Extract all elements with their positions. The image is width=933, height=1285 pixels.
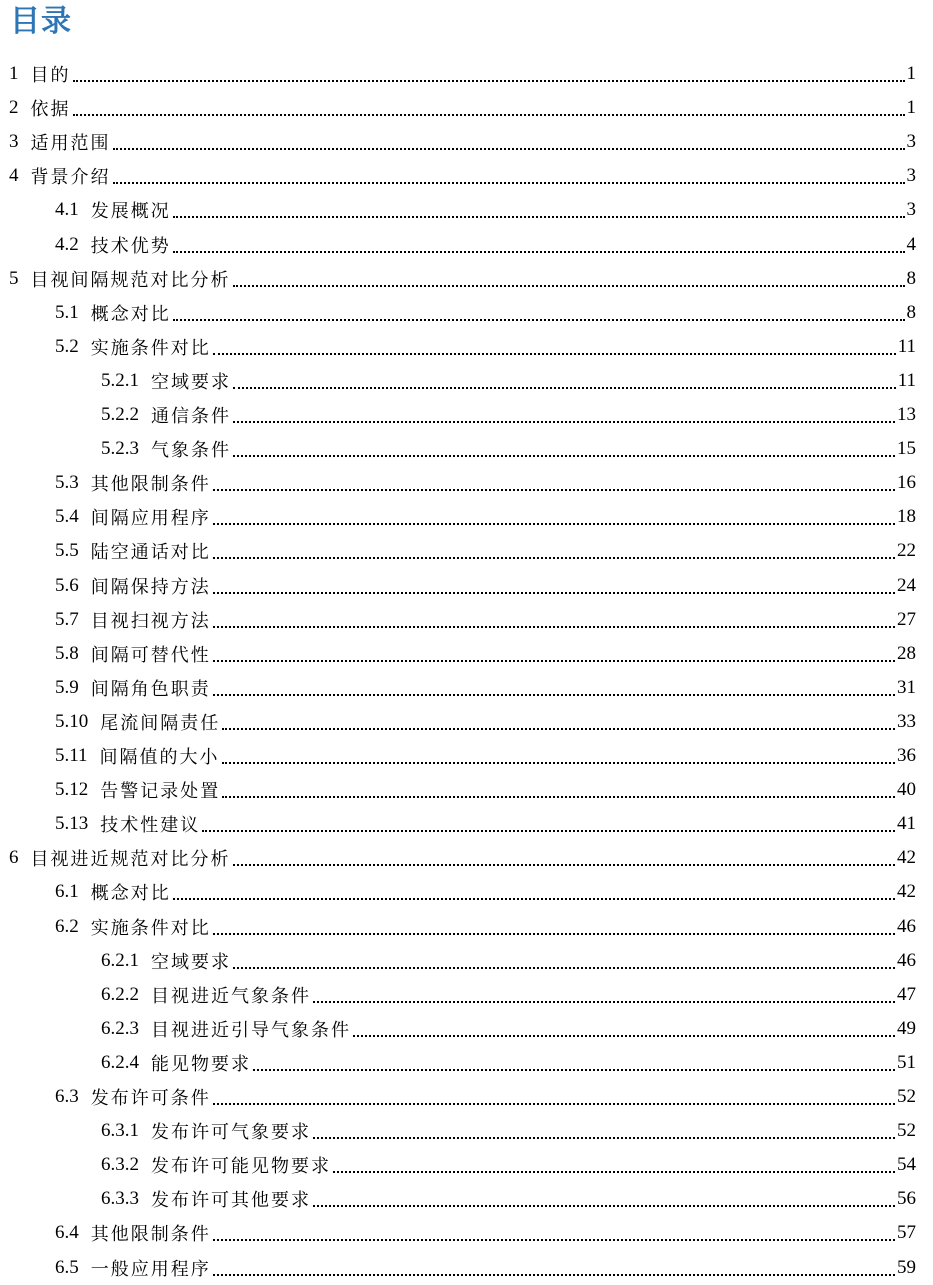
toc-dot-leader xyxy=(233,285,905,287)
toc-entry-number: 5.2 xyxy=(55,335,79,357)
toc-entry-label: 目视间隔规范对比分析 xyxy=(30,269,231,291)
toc-entry-number: 6.2.4 xyxy=(101,1051,139,1073)
toc-entry[interactable] xyxy=(55,500,916,534)
toc-entry-number: 4 xyxy=(9,165,19,187)
toc-entry[interactable] xyxy=(55,330,916,364)
toc-entry-page-number: 15 xyxy=(897,438,916,460)
toc-dot-leader xyxy=(173,319,905,321)
toc-entry-page-number: 46 xyxy=(897,949,916,971)
toc-dot-leader xyxy=(113,182,905,184)
toc-entry-label: 间隔应用程序 xyxy=(90,508,211,530)
toc-dot-leader xyxy=(222,728,895,730)
toc-entry-number: 5.2.3 xyxy=(101,438,139,460)
toc-entry-number: 6.2 xyxy=(55,915,79,937)
toc-entry-number: 5.1 xyxy=(55,301,79,323)
toc-entry-page-number: 46 xyxy=(897,915,916,937)
toc-entry-page-number: 27 xyxy=(897,608,916,630)
toc-entry-label: 陆空通话对比 xyxy=(90,542,211,564)
toc-entry-number: 5.11 xyxy=(55,745,88,766)
toc-entry-number: 3 xyxy=(9,131,19,153)
toc-entry-label: 概念对比 xyxy=(90,883,171,905)
toc-entry[interactable] xyxy=(9,841,916,875)
toc-entry-page-number: 57 xyxy=(897,1222,916,1244)
toc-entry-page-number: 33 xyxy=(897,710,916,732)
toc-entry[interactable] xyxy=(101,1012,916,1046)
toc-dot-leader xyxy=(213,557,895,559)
toc-entry-label: 目的 xyxy=(30,65,71,86)
toc-entry-label: 间隔可替代性 xyxy=(90,644,211,666)
toc-entry-label: 发布许可条件 xyxy=(90,1088,211,1109)
toc-entry-number: 2 xyxy=(9,97,19,119)
toc-entry[interactable] xyxy=(55,603,916,637)
toc-entry-page-number: 4 xyxy=(906,233,916,255)
toc-entry[interactable] xyxy=(101,1046,916,1080)
toc-entry-number: 5.5 xyxy=(55,540,79,562)
toc-entry-label: 发布许可气象要求 xyxy=(151,1122,311,1144)
toc-dot-leader xyxy=(213,933,895,935)
toc-dot-leader xyxy=(213,489,895,491)
toc-entry-label: 目视扫视方法 xyxy=(90,610,211,632)
toc-dot-leader xyxy=(333,1171,895,1173)
toc-dot-leader xyxy=(233,387,896,389)
toc-dot-leader xyxy=(173,251,905,253)
toc-entry[interactable] xyxy=(55,1080,916,1114)
toc-entry-label: 间隔保持方法 xyxy=(90,576,211,598)
toc-dot-leader xyxy=(313,1205,895,1207)
toc-dot-leader xyxy=(233,864,896,866)
toc-entry[interactable] xyxy=(55,1251,916,1285)
toc-dot-leader xyxy=(73,114,905,116)
toc-entry[interactable] xyxy=(9,91,916,125)
toc-entry-page-number: 59 xyxy=(897,1256,916,1278)
toc-entry-page-number: 18 xyxy=(897,506,916,528)
toc-entry[interactable] xyxy=(55,910,916,944)
toc-dot-leader xyxy=(353,1035,895,1037)
toc-dot-leader xyxy=(253,1069,895,1071)
toc-entry-number: 4.2 xyxy=(55,233,79,255)
toc-entry[interactable] xyxy=(9,159,916,193)
toc-entry-page-number: 8 xyxy=(906,301,916,323)
toc-entry-page-number: 11 xyxy=(897,335,916,357)
toc-entry-page-number: 3 xyxy=(906,199,916,221)
toc-entry-label: 目视进近规范对比分析 xyxy=(30,849,231,871)
toc-entry-page-number: 28 xyxy=(897,642,916,664)
toc-entry-label: 间隔角色职责 xyxy=(90,678,211,700)
toc-entry[interactable] xyxy=(101,978,916,1012)
toc-entry[interactable] xyxy=(101,944,916,978)
toc-dot-leader xyxy=(313,1001,895,1003)
toc-entry-number: 5.13 xyxy=(55,813,89,835)
toc-entry-page-number: 13 xyxy=(897,404,916,425)
toc-entry[interactable] xyxy=(101,1182,916,1216)
toc-entry-label: 目视进近引导气象条件 xyxy=(151,1019,351,1041)
toc-entry-number: 5.3 xyxy=(55,472,79,494)
toc-entry-page-number: 3 xyxy=(906,131,916,153)
toc-entry-page-number: 22 xyxy=(897,540,916,562)
toc-entry[interactable] xyxy=(55,739,916,773)
toc-dot-leader xyxy=(113,148,905,150)
toc-dot-leader xyxy=(213,523,895,525)
toc-entry-label: 其他限制条件 xyxy=(90,1224,211,1246)
toc-entry-label: 概念对比 xyxy=(90,303,171,325)
toc-entry-number: 6.3.3 xyxy=(101,1188,139,1210)
toc-entry-label: 其他限制条件 xyxy=(90,474,211,496)
toc-entry-number: 5.7 xyxy=(55,608,79,630)
toc-entry-number: 6.1 xyxy=(55,881,79,903)
toc-entry-label: 空域要求 xyxy=(151,951,231,973)
toc-dot-leader xyxy=(233,967,895,969)
toc-dot-leader xyxy=(213,1239,895,1241)
toc-entry-page-number: 54 xyxy=(897,1154,916,1176)
toc-entry[interactable] xyxy=(55,466,916,500)
toc-entry[interactable] xyxy=(55,671,916,705)
toc-entry-page-number: 49 xyxy=(897,1017,916,1039)
toc-entry-label: 依据 xyxy=(30,99,71,121)
toc-dot-leader xyxy=(213,1274,895,1276)
toc-entry-label: 尾流间隔责任 xyxy=(100,712,221,734)
toc-entry-label: 气象条件 xyxy=(151,440,231,462)
toc-entry[interactable] xyxy=(9,125,916,159)
toc-dot-leader xyxy=(233,421,895,423)
toc-entry-number: 5.4 xyxy=(55,506,79,528)
toc-entry-page-number: 56 xyxy=(897,1188,916,1210)
toc-entry[interactable] xyxy=(101,1148,916,1182)
toc-entry-page-number: 42 xyxy=(897,847,916,869)
toc-dot-leader xyxy=(213,660,895,662)
toc-entry-number: 5.2.1 xyxy=(101,369,139,391)
toc-dot-leader xyxy=(213,626,895,628)
toc-entry-page-number: 40 xyxy=(897,779,916,801)
toc-entry-page-number: 42 xyxy=(897,881,916,903)
toc-entry-page-number: 36 xyxy=(897,745,916,766)
toc-dot-leader xyxy=(313,1137,895,1139)
toc-dot-leader xyxy=(213,1103,895,1105)
toc-entry-page-number: 47 xyxy=(897,983,916,1005)
toc-entry-number: 5.12 xyxy=(55,779,89,801)
toc-entry-number: 6.4 xyxy=(55,1222,79,1244)
toc-entry-label: 空域要求 xyxy=(151,371,231,393)
toc-dot-leader xyxy=(173,898,895,900)
toc-entry-label: 通信条件 xyxy=(151,406,231,427)
toc-entry[interactable] xyxy=(55,569,916,603)
toc-dot-leader xyxy=(233,455,895,457)
toc-dot-leader xyxy=(73,80,905,82)
toc-entry-number: 6.2.2 xyxy=(101,983,139,1005)
toc-entry[interactable] xyxy=(55,773,916,807)
toc-entry-page-number: 52 xyxy=(897,1086,916,1107)
toc-dot-leader xyxy=(222,762,895,764)
toc-entry[interactable] xyxy=(55,807,916,841)
toc-entry-number: 6.3.1 xyxy=(101,1120,139,1142)
toc-entry-number: 6.2.3 xyxy=(101,1017,139,1039)
toc-entry-label: 发布许可其他要求 xyxy=(151,1190,311,1212)
toc-entry-number: 6.5 xyxy=(55,1256,79,1278)
toc-entry-page-number: 8 xyxy=(906,267,916,289)
toc-dot-leader xyxy=(213,592,895,594)
toc-entry[interactable] xyxy=(101,398,916,432)
toc-entry-page-number: 24 xyxy=(897,574,916,596)
toc-entry[interactable] xyxy=(55,875,916,909)
toc-entry[interactable] xyxy=(55,296,916,330)
toc-dot-leader xyxy=(213,353,896,355)
toc-entry-page-number: 11 xyxy=(897,369,916,391)
toc-entry[interactable] xyxy=(9,57,916,91)
toc-entry-number: 6.2.1 xyxy=(101,949,139,971)
toc-entry-label: 能见物要求 xyxy=(151,1053,251,1075)
toc-entry-number: 5.2.2 xyxy=(101,404,139,425)
toc-entry-number: 5.9 xyxy=(55,676,79,698)
toc-dot-leader xyxy=(202,830,895,832)
toc-dot-leader xyxy=(222,796,895,798)
toc-entry-page-number: 52 xyxy=(897,1120,916,1142)
toc-dot-leader xyxy=(213,694,895,696)
toc-entry-page-number: 31 xyxy=(897,676,916,698)
toc-entry-label: 告警记录处置 xyxy=(100,781,221,803)
toc-entry-page-number: 41 xyxy=(897,813,916,835)
toc-entry-page-number: 3 xyxy=(906,165,916,187)
toc-entry-label: 一般应用程序 xyxy=(90,1258,211,1280)
toc-entry-number: 6.3 xyxy=(55,1086,79,1107)
toc-entry-label: 适用范围 xyxy=(30,133,111,155)
toc-entry[interactable] xyxy=(101,432,916,466)
toc-entry-number: 6 xyxy=(9,847,19,869)
toc-entry[interactable] xyxy=(55,705,916,739)
toc-entry-label: 技术优势 xyxy=(90,235,171,257)
toc-entry-label: 发展概况 xyxy=(90,201,171,223)
toc-entry-number: 5.8 xyxy=(55,642,79,664)
toc-entry-label: 目视进近气象条件 xyxy=(151,985,311,1007)
toc-entry-page-number: 1 xyxy=(906,97,916,119)
toc-entry-page-number: 1 xyxy=(906,63,916,84)
toc-entry-label: 实施条件对比 xyxy=(90,337,211,359)
toc-entry-label: 技术性建议 xyxy=(100,815,201,837)
toc-entry-number: 5.10 xyxy=(55,710,89,732)
toc-entry[interactable] xyxy=(55,193,916,227)
toc-entry[interactable] xyxy=(101,1114,916,1148)
toc-entry[interactable] xyxy=(55,637,916,671)
toc-entry-label: 发布许可能见物要求 xyxy=(151,1156,331,1178)
toc-entry[interactable] xyxy=(55,534,916,568)
toc-dot-leader xyxy=(173,216,905,218)
toc-entry-label: 背景介绍 xyxy=(30,167,111,189)
toc-entry-number: 5 xyxy=(9,267,19,289)
toc-entry[interactable] xyxy=(9,262,916,296)
toc-entry-number: 5.6 xyxy=(55,574,79,596)
toc-entry-number: 4.1 xyxy=(55,199,79,221)
toc-entry[interactable] xyxy=(55,228,916,262)
page-title: 目录 xyxy=(10,4,72,39)
toc-entry-number: 6.3.2 xyxy=(101,1154,139,1176)
toc-entry-page-number: 16 xyxy=(897,472,916,494)
toc-entry-number: 1 xyxy=(9,63,19,84)
toc-entry[interactable] xyxy=(101,364,916,398)
toc-entry-label: 实施条件对比 xyxy=(90,917,211,939)
toc-entry[interactable] xyxy=(55,1216,916,1250)
toc-entry-page-number: 51 xyxy=(897,1051,916,1073)
toc-entry-label: 间隔值的大小 xyxy=(99,747,220,768)
